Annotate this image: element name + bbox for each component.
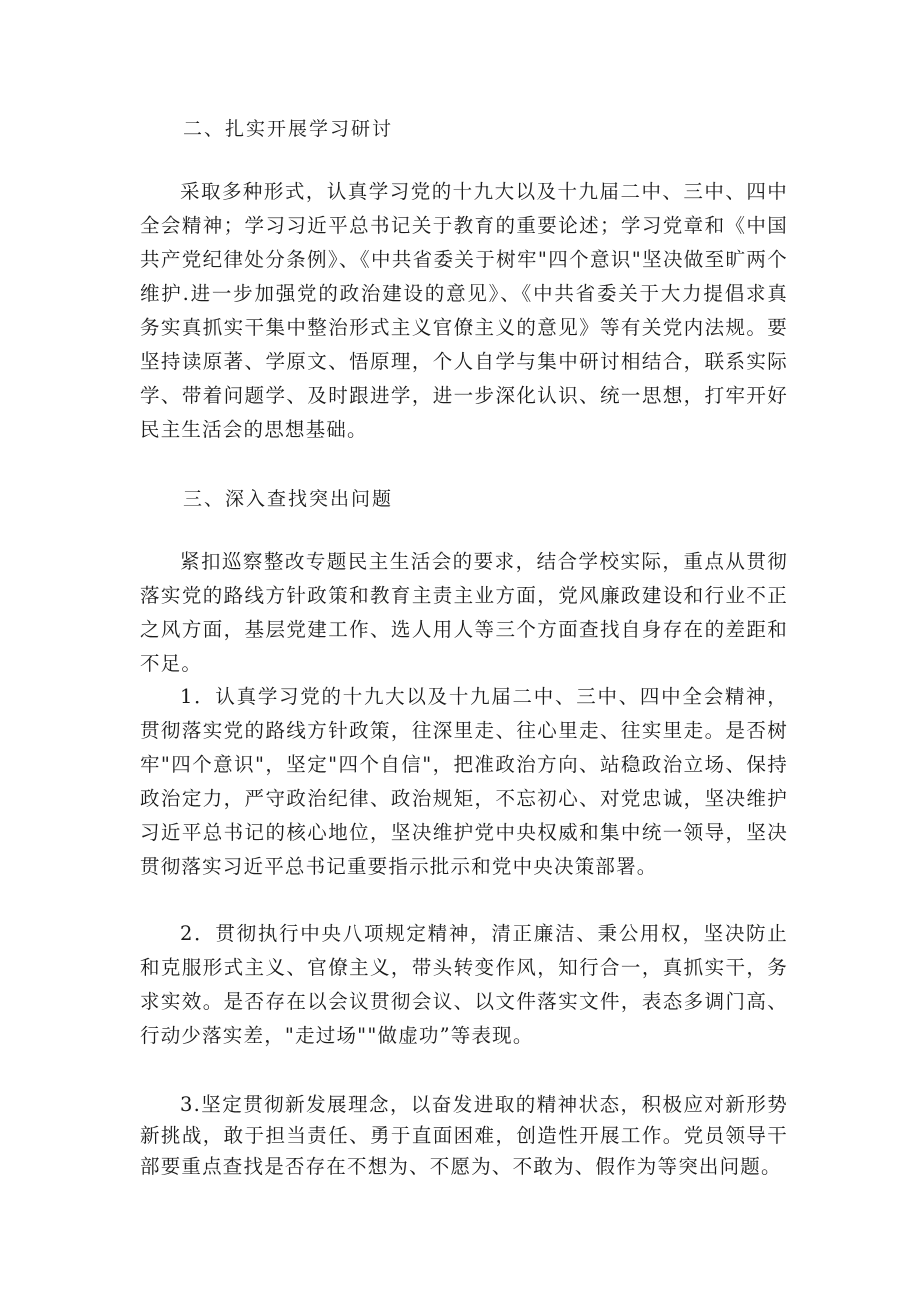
item-3-paragraph: 3.坚定贯彻新发展理念，以奋发进取的精神状态，积极应对新形势新挑战，敢于担当责任、勇于直面困难，创造性开展工作。党员领导干部要重点查找是否存在不想为、不愿为、不敢为、假作为等突出问题。 — [140, 1093, 788, 1178]
section-2-paragraph: 采取多种形式，认真学习党的十九大以及十九届二中、三中、四中全会精神；学习习近平总书记关于教育的重要论述；学习党章和《中国共产党纪律处分条例》、《中共省委关于树牢"四个意识"坚决做至旷两个维护.进一步加强党的政治建设的意见》、《中共省委关于大力提倡求真务实真抓实干集中整治形式主义官僚主义的意见》等有关党内法规。要坚持读原著、学原文、悟原理，个人自学与集中研讨相结合，联系实际学、带着问题学、及时跟进学，进一步深化认识、统一思想，打牢开好民主生活会的思想基础。 — [140, 180, 788, 441]
item-1-paragraph: 1．认真学习党的十九大以及十九届二中、三中、四中全会精神，贯彻落实党的路线方针政策，往深里走、往心里走、往实里走。是否树牢"四个意识"，坚定"四个自信"，把准政治方向、站稳政治立场、保持政治定力，严守政治纪律、政治规矩，不忘初心、对党忠诚，坚决维护习近平总书记的核心地位，坚决维护党中央权威和集中统一领导，坚决贯彻落实习近平总书记重要指示批示和党中央决策部署。 — [140, 685, 788, 878]
section-3-heading: 三、深入查找突出问题 — [183, 488, 394, 510]
section-3-paragraph: 紧扣巡察整改专题民主生活会的要求，结合学校实际，重点从贯彻落实党的路线方针政策和教育主责主业方面，党风廉政建设和行业不正之风方面，基层党建工作、选人用人等三个方面查找自身存在的差距和不足。 — [140, 550, 788, 675]
item-2-paragraph: 2．贯彻执行中央八项规定精神，清正廉洁、秉公用权，坚决防止和克服形式主义、官僚主义，带头转变作风，知行合一，真抓实干，务求实效。是否存在以会议贯彻会议、以文件落实文件，表态多调门高、行动少落实差，"走过场""做虚功”等表现。 — [140, 922, 788, 1047]
section-2-heading: 二、扎实开展学习研讨 — [183, 118, 394, 140]
